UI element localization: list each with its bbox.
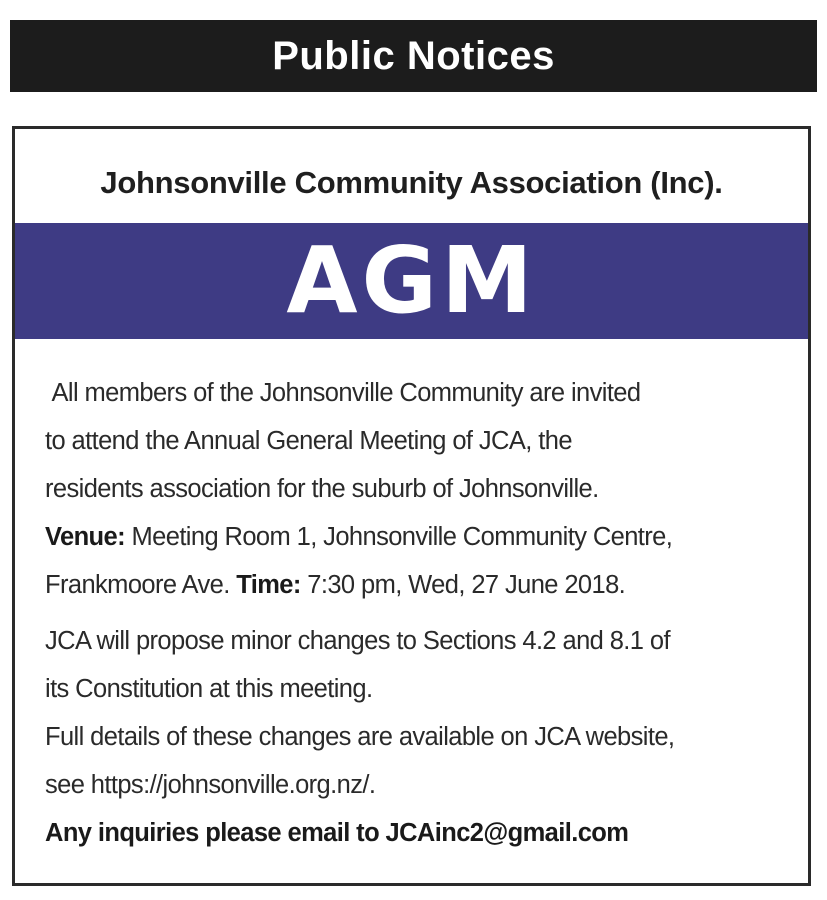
notice-body bbox=[45, 369, 795, 857]
time-label: Time: bbox=[236, 571, 301, 599]
venue-street: Frankmoore Ave. bbox=[45, 571, 230, 599]
changes-line: Full details of these changes are available on JCA website, bbox=[45, 723, 675, 751]
changes-line: its Constitution at this meeting. bbox=[45, 675, 373, 703]
agm-notice bbox=[12, 126, 811, 886]
changes-line: JCA will propose minor changes to Sections 4.2 and 8.1 of bbox=[45, 627, 670, 655]
venue-label: Venue: bbox=[45, 523, 126, 551]
intro-line bbox=[45, 369, 795, 417]
venue-time-line bbox=[45, 561, 795, 609]
website-line: see https://johnsonville.org.nz/. bbox=[45, 771, 376, 799]
intro-line: residents association for the suburb of Johnsonville. bbox=[45, 475, 599, 503]
agm-banner-text: AGM bbox=[286, 227, 537, 334]
section-title: Public Notices bbox=[272, 33, 555, 78]
public-notices-header bbox=[10, 20, 817, 92]
agm-banner bbox=[15, 223, 808, 339]
time-value: 7:30 pm, Wed, 27 June 2018. bbox=[307, 571, 626, 599]
intro-line: to attend the Annual General Meeting of JCA, the bbox=[45, 427, 572, 455]
organization-name: Johnsonville Community Association (Inc). bbox=[100, 165, 723, 200]
spacer bbox=[45, 609, 795, 617]
venue-value: Meeting Room 1, Johnsonville Community Centre, bbox=[131, 523, 673, 551]
inquiries-line: Any inquiries please email to JCAinc2@gmail.com bbox=[45, 819, 629, 847]
venue-line bbox=[45, 513, 795, 561]
intro-line-text: All members of the Johnsonville Community are invited bbox=[51, 379, 641, 407]
